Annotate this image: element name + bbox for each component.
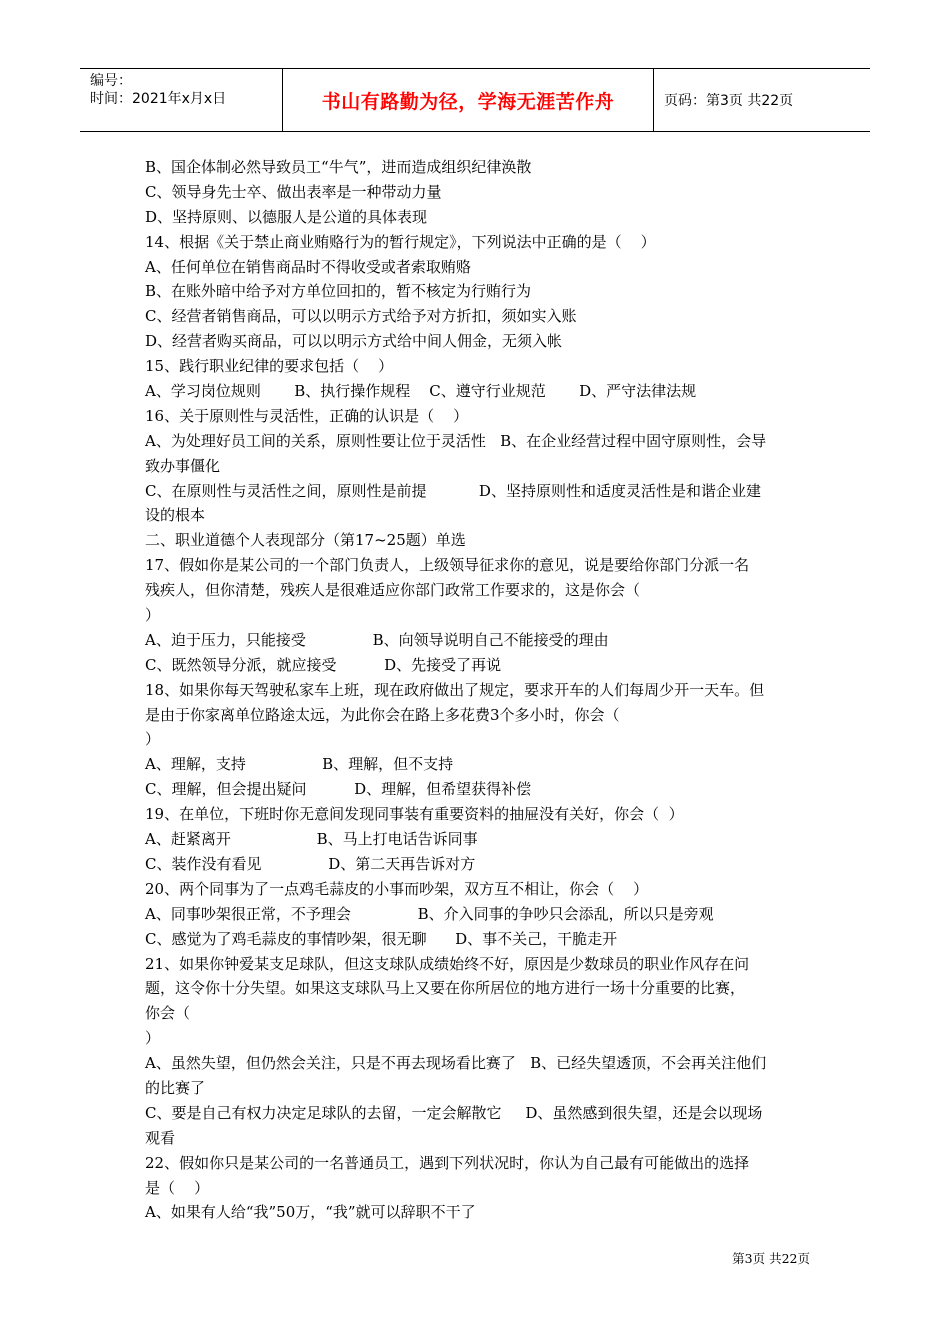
page-header xyxy=(80,68,870,132)
text-line: D、坚持原则、以德服人是公道的具体表现 xyxy=(145,207,428,226)
text-line: C、装作没有看见 D、第二天再告诉对方 xyxy=(145,854,476,873)
text-line: B、国企体制必然导致员工“牛气”，进而造成组织纪律涣散 xyxy=(145,158,532,176)
text-line: A、理解，支持 B、理解，但不支持 xyxy=(145,755,454,774)
text-line: 的比赛了 xyxy=(145,1078,206,1097)
text-line: C、要是自己有权力决定足球队的去留，一定会解散它 D、虽然感到很失望，还是会以现场 xyxy=(145,1103,763,1122)
header-page-cell xyxy=(654,69,870,131)
page-footer: 第3页 共22页 xyxy=(732,1251,810,1266)
text-line: 15、践行职业纪律的要求包括（ ） xyxy=(145,357,394,376)
text-line: D、经营者购买商品，可以以明示方式给中间人佣金，无须入帐 xyxy=(145,332,563,351)
text-line: 17、假如你是某公司的一个部门负责人，上级领导征求你的意见，说是要给你部门分派一名 xyxy=(145,556,750,575)
text-line: 是（ ） xyxy=(145,1178,210,1197)
text-line: 致办事僵化 xyxy=(145,456,221,475)
text-line: A、为处理好员工间的关系，原则性要让位于灵活性 B、在企业经营过程中固守原则性，会导 xyxy=(145,431,767,450)
text-line: B、在账外暗中给予对方单位回扣的，暂不核定为行贿行为 xyxy=(145,282,532,301)
text-line: C、经营者销售商品，可以以明示方式给予对方折扣，须如实入账 xyxy=(145,307,577,326)
text-line: 18、如果你每天驾驶私家车上班，现在政府做出了规定，要求开车的人们每周少开一天车。但 xyxy=(145,680,765,699)
text-line: C、领导身先士卒、做出表率是一种带动力量 xyxy=(145,182,442,201)
text-line: C、感觉为了鸡毛蒜皮的事情吵架，很无聊 D、事不关己，干脆走开 xyxy=(145,929,618,948)
serial-label: 编号： xyxy=(90,73,132,89)
text-line: C、既然领导分派，就应接受 D、先接受了再说 xyxy=(145,655,502,674)
text-line: C、理解，但会提出疑问 D、理解，但希望获得补偿 xyxy=(145,780,532,799)
text-line: A、如果有人给“我”50万，“我”就可以辞职不干了 xyxy=(145,1203,476,1222)
text-line: 20、两个同事为了一点鸡毛蒜皮的小事而吵架，双方互不相让，你会（ ） xyxy=(145,879,649,898)
text-line: ） xyxy=(145,1029,161,1048)
header-meta xyxy=(80,69,282,131)
text-line: 19、在单位，下班时你无意间发现同事装有重要资料的抽屉没有关好，你会（ ） xyxy=(145,805,684,824)
text-line: A、任何单位在销售商品时不得收受或者索取贿赂 xyxy=(145,257,471,276)
text-line: 21、如果你钟爱某支足球队，但这支球队成绩始终不好，原因是少数球员的职业作风存在问 xyxy=(145,954,750,973)
text-line: 16、关于原则性与灵活性，正确的认识是（ ） xyxy=(145,406,469,425)
text-line: 是由于你家离单位路途太远，为此你会在路上多花费3个多小时，你会（ xyxy=(145,705,620,724)
text-line: A、赶紧离开 B、马上打电话告诉同事 xyxy=(145,830,478,849)
text-line: 14、根据《关于禁止商业贿赂行为的暂行规定》，下列说法中正确的是（ ） xyxy=(145,232,656,251)
header-page-number: 页码：第3页 共22页 xyxy=(664,93,794,109)
text-line: A、同事吵架很正常，不予理会 B、介入同事的争吵只会添乱，所以只是旁观 xyxy=(145,904,714,923)
header-motto-cell xyxy=(282,69,654,131)
document-body xyxy=(145,155,810,1225)
text-line: A、学习岗位规则 B、执行操作规程 C、遵守行业规范 D、严守法律法规 xyxy=(145,382,697,401)
text-line: 二、职业道德个人表现部分（第17~25题）单选 xyxy=(145,531,466,550)
text-line: 你会（ xyxy=(145,1004,191,1023)
header-motto: 书山有路勤为径，学海无涯苦作舟 xyxy=(321,90,615,113)
text-line: A、虽然失望，但仍然会关注，只是不再去现场看比赛了 B、已经失望透顶，不会再关注他们 xyxy=(145,1054,767,1073)
text-line: 观看 xyxy=(145,1128,176,1147)
text-line: 题，这令你十分失望。如果这支球队马上又要在你所居位的地方进行一场十分重要的比赛， xyxy=(145,979,746,998)
text-line: ） xyxy=(145,730,161,749)
text-line: 22、假如你只是某公司的一名普通员工，遇到下列状况时，你认为自己最有可能做出的选择 xyxy=(145,1153,750,1172)
text-line: ） xyxy=(145,606,161,625)
time-label: 时间：2021年x月x日 xyxy=(90,91,227,107)
text-line: A、迫于压力，只能接受 B、向领导说明自己不能接受的理由 xyxy=(145,630,609,649)
text-line: 残疾人，但你清楚，残疾人是很难适应你部门政常工作要求的，这是你会（ xyxy=(145,581,641,600)
text-line: C、在原则性与灵活性之间，原则性是前提 D、坚持原则性和适度灵活性是和谐企业建 xyxy=(145,481,761,500)
text-line: 设的根本 xyxy=(145,506,206,525)
